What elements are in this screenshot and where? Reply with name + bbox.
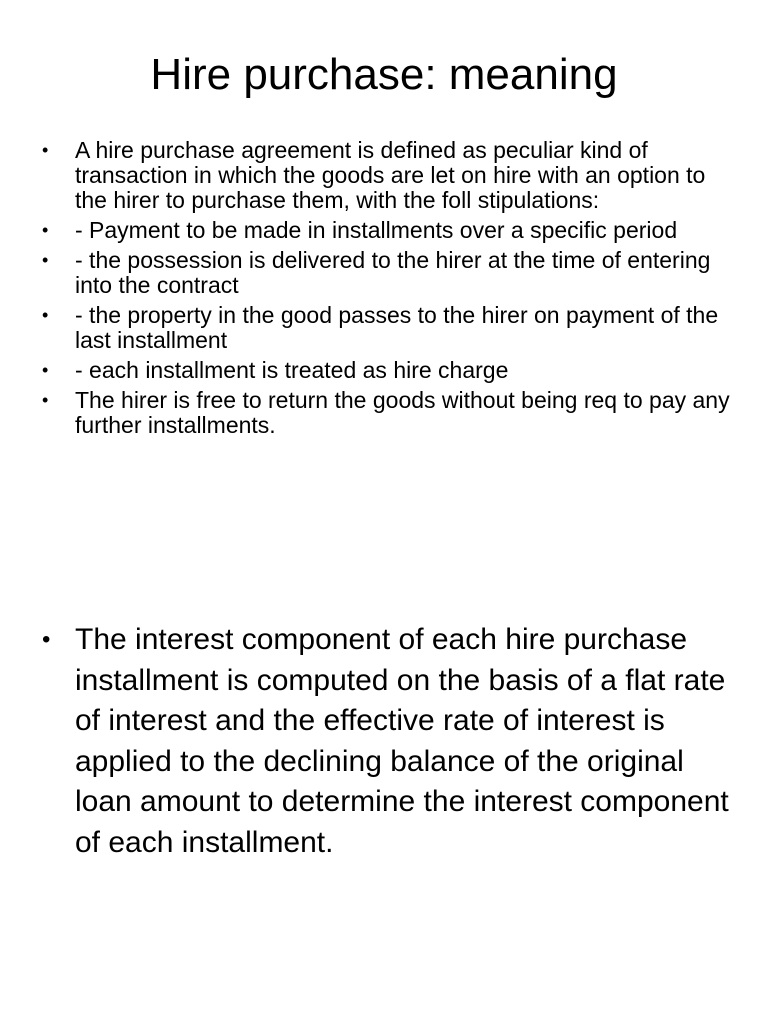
interest-bullet-text: The interest component of each hire purchase installment is computed on the basis of a flat rate of interest and the effective rate of interest is applied to the declining balance of the original loan amount to determine the interest component of each installment. (75, 623, 729, 859)
bullet-icon: • (42, 360, 49, 380)
bullet-text: - the property in the good passes to the hirer on payment of the last installment (75, 302, 719, 353)
bullet-text: - Payment to be made in installments over a specific period (75, 217, 678, 243)
bullet-text: - each installment is treated as hire charge (75, 357, 509, 383)
bullet-item (40, 218, 730, 243)
bullet-list (40, 138, 730, 443)
bullet-text: A hire purchase agreement is defined as peculiar kind of transaction in which the goods are let on hire with an option to the hirer to purchase them, with the foll stipulations: (75, 137, 706, 213)
bullet-item (40, 303, 730, 353)
bullet-item (40, 138, 730, 213)
bullet-icon: • (42, 626, 51, 653)
bullet-item (40, 248, 730, 298)
slide-title: Hire purchase: meaning (150, 50, 618, 99)
bullet-icon: • (42, 305, 49, 325)
bullet-text: - the possession is delivered to the hirer at the time of entering into the contract (75, 247, 711, 298)
interest-bullet-item (40, 620, 730, 863)
bullet-icon: • (42, 390, 49, 410)
bullet-text: The hirer is free to return the goods without being req to pay any further installments. (75, 387, 730, 438)
bullet-icon: • (42, 250, 49, 270)
bullet-item (40, 388, 730, 438)
bullet-item (40, 358, 730, 383)
interest-bullet-list (40, 620, 730, 863)
bullet-icon: • (42, 220, 49, 240)
bullet-icon: • (42, 140, 49, 160)
